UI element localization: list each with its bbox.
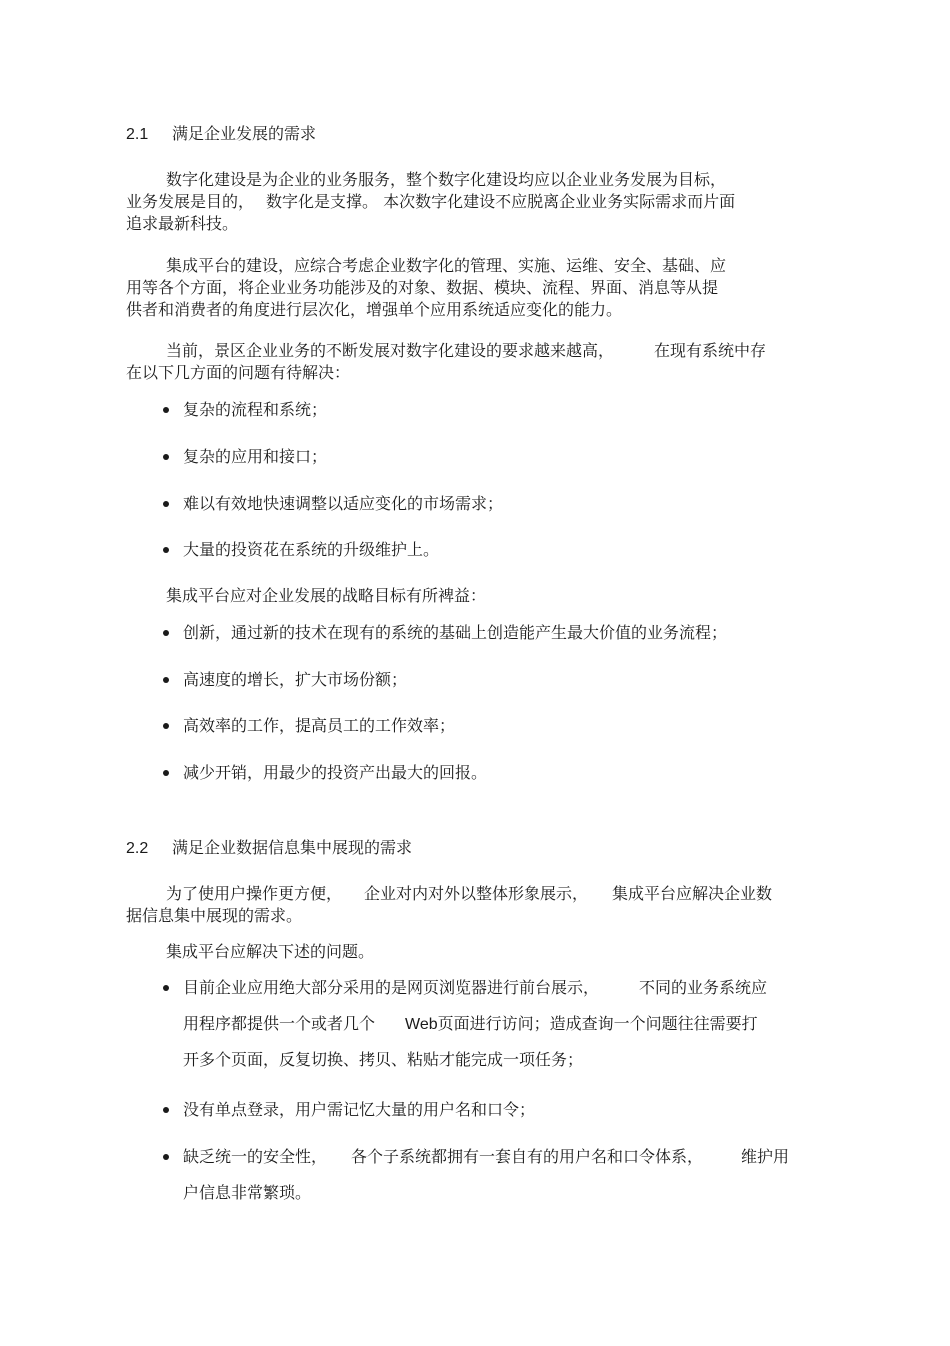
text-segment: 为了使用户操作更方便， xyxy=(166,884,343,903)
list-item-text: 高速度的增长，扩大市场份额； xyxy=(183,670,408,689)
bullet-dot xyxy=(163,985,169,991)
list-item-line xyxy=(183,1145,789,1181)
list-item-text xyxy=(183,976,767,1084)
text-segment: 各个子系统都拥有一套自有的用户名和口令体系， xyxy=(351,1147,704,1166)
list-item-text: 创新，通过新的技术在现有的系统的基础上创造能产生最大价值的业务流程； xyxy=(183,623,728,642)
paragraph-problems-intro xyxy=(126,941,826,963)
list-item-text: 复杂的流程和系统； xyxy=(183,400,328,419)
section-number: 2.2 xyxy=(126,840,149,857)
bullet-dot xyxy=(163,770,169,776)
list-item-line xyxy=(183,976,767,1012)
paragraph-line: 集成平台应对企业发展的战略目标有所裨益： xyxy=(166,586,487,605)
paragraph-current-problems xyxy=(126,340,826,384)
text-segment: 当前，景区企业业务的不断发展对数字化建设的要求越来越高， xyxy=(166,341,615,360)
section-title: 满足企业发展的需求 xyxy=(172,124,317,143)
list-item-line: 开多个页面，反复切换、拷贝、粘贴才能完成一项任务； xyxy=(183,1050,584,1069)
text-segment: 用程序都提供一个或者几个 xyxy=(183,1014,376,1033)
text-segment: 页面进行访问；造成查询一个问题往往需要打 xyxy=(437,1014,758,1033)
section-title: 满足企业数据信息集中展现的需求 xyxy=(172,838,413,857)
list-item-text: 大量的投资花在系统的升级维护上。 xyxy=(183,540,440,559)
paragraph-line: 用等各个方面，将企业业务功能涉及的对象、数据、模块、流程、界面、消息等从提 xyxy=(126,278,719,297)
bullet-dot xyxy=(163,1107,169,1113)
bullet-dot xyxy=(163,630,169,636)
text-segment: 企业对内对外以整体形象展示， xyxy=(364,884,589,903)
list-item-text: 复杂的应用和接口； xyxy=(183,447,328,466)
section-heading-2-1 xyxy=(126,124,316,145)
list-item-text: 减少开销，用最少的投资产出最大的回报。 xyxy=(183,763,488,782)
paragraph-line: 数字化建设是为企业的业务服务，整个数字化建设均应以企业业务发展为目标， xyxy=(166,170,727,189)
bullet-dot xyxy=(163,1154,169,1160)
section-number: 2.1 xyxy=(126,126,149,143)
list-item-problem xyxy=(163,1145,833,1219)
text-segment: 在现有系统中存 xyxy=(654,341,767,360)
text-segment: 业务发展是目的， xyxy=(126,192,255,211)
bullet-dot xyxy=(163,501,169,507)
bullet-dot xyxy=(163,407,169,413)
paragraph-digital-purpose xyxy=(126,169,826,235)
list-item-text: 难以有效地快速调整以适应变化的市场需求； xyxy=(183,494,504,513)
section-heading-2-2 xyxy=(126,838,412,859)
paragraph-centralized-display xyxy=(126,883,826,927)
bullet-dot xyxy=(163,454,169,460)
list-item-text: 没有单点登录，用户需记忆大量的用户名和口令； xyxy=(183,1100,536,1119)
list-item-text: 高效率的工作，提高员工的工作效率； xyxy=(183,716,456,735)
paragraph-strategic-benefit xyxy=(126,585,826,607)
paragraph-platform-construction xyxy=(126,255,826,321)
paragraph-line xyxy=(126,340,826,362)
text-segment: 维护用 xyxy=(741,1147,790,1166)
text-segment: 缺乏统一的安全性， xyxy=(183,1147,328,1166)
paragraph-line: 集成平台的建设，应综合考虑企业数字化的管理、实施、运维、安全、基础、应 xyxy=(166,256,727,275)
bullet-dot xyxy=(163,547,169,553)
list-item-problem xyxy=(163,976,833,1086)
text-segment: 不同的业务系统应 xyxy=(639,978,768,997)
paragraph-line xyxy=(126,883,826,905)
text-segment: 集成平台应解决企业数 xyxy=(612,884,773,903)
paragraph-line: 追求最新科技。 xyxy=(126,214,239,233)
paragraph-line: 供者和消费者的角度进行层次化，增强单个应用系统适应变化的能力。 xyxy=(126,300,623,319)
bullet-dot xyxy=(163,723,169,729)
paragraph-line: 据信息集中展现的需求。 xyxy=(126,906,303,925)
paragraph-line: 在以下几方面的问题有待解决： xyxy=(126,363,351,382)
paragraph-line: 集成平台应解决下述的问题。 xyxy=(166,942,375,961)
list-item-line xyxy=(183,1012,767,1048)
list-item-line: 户信息非常繁琐。 xyxy=(183,1183,312,1202)
bullet-dot xyxy=(163,677,169,683)
text-segment: 目前企业应用绝大部分采用的是网页浏览器进行前台展示， xyxy=(183,978,600,997)
paragraph-line xyxy=(126,191,826,213)
list-item-text xyxy=(183,1145,789,1217)
text-segment: 数字化是支撑。 本次数字化建设不应脱离企业业务实际需求而片面 xyxy=(266,192,736,211)
text-segment: Web xyxy=(405,1016,438,1033)
